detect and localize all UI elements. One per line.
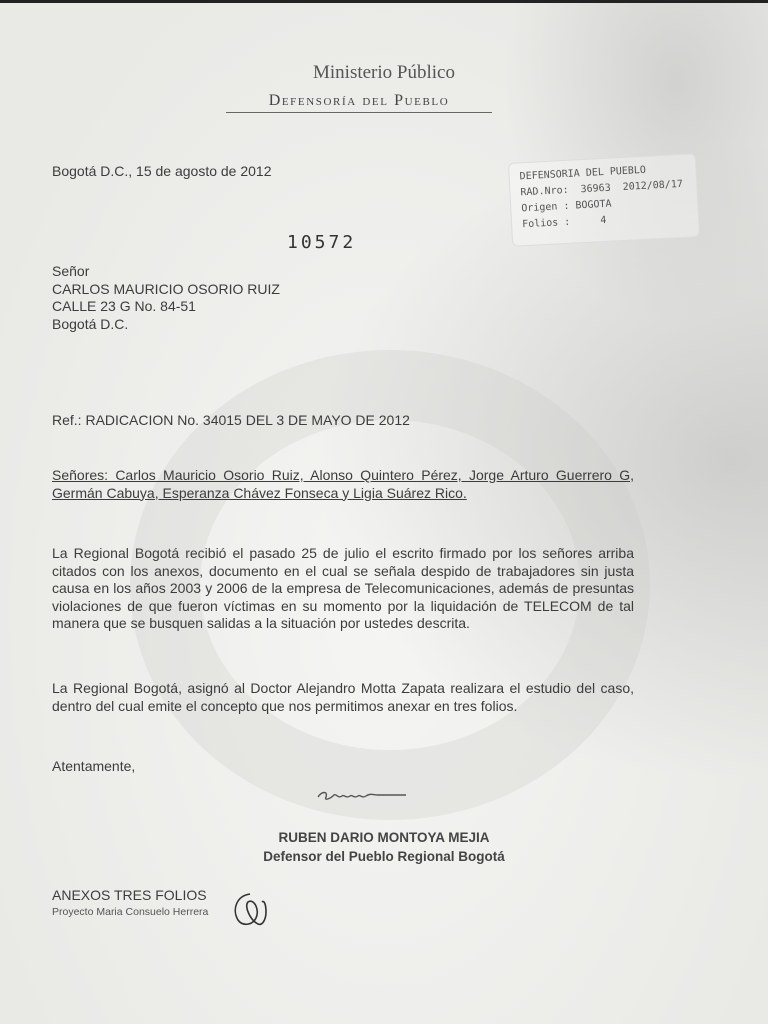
body-paragraph-1: La Regional Bogotá recibió el pasado 25 de julio el escrito firmado por los señores arriba citados con los anexos, documento en el cual se señala despido de trabajadores sin justa causa en los años 2003 y 2006 de la empresa de Telecomunicaciones, además de presuntas violaciones de que fueron víctimas en su momento por la liquidación de TELECOM de tal manera que se busquen salidas a la situación por ustedes descrita. [52,545,634,631]
recipient-name: CARLOS MAURICIO OSORIO RUIZ [52,280,280,297]
addressees-line: Señores: Carlos Mauricio Osorio Ruiz, Alonso Quintero Pérez, Jorge Arturo Guerrero G, Germán Cabuya, Esperanza Chávez Fonseca y Ligia Suárez Rico. [52,467,634,501]
reference-line: Ref.: RADICACION No. 34015 DEL 3 DE MAYO DE 2012 [52,412,410,428]
scan-top-edge [0,0,768,3]
reception-stamp [508,153,700,247]
recipient-address: CALLE 23 G No. 84-51 [52,298,196,314]
stamp-line-2: RAD.Nro: 36963 2012/08/17 [520,178,684,199]
ministry-heading: Ministerio Público [313,62,455,83]
office-heading: Defensoría del Pueblo [226,92,492,113]
body-paragraph-2: La Regional Bogotá, asignó al Doctor Alejandro Motta Zapata realizara el estudio del caso, dentro del cual emite el concepto que nos permitimos anexar en tres folios. [52,680,634,714]
attachments-line: ANEXOS TRES FOLIOS [52,887,207,903]
recipient-block [52,263,280,333]
signer-name: RUBEN DARIO MONTOYA MEJIA [278,830,490,845]
stamp-line-4: Folios : 4 [521,214,607,231]
closing-line: Atentamente, [52,758,136,774]
date-line: Bogotá D.C., 15 de agosto de 2012 [52,163,272,179]
recipient-city: Bogotá D.C. [52,315,129,332]
initials-signature [228,890,272,932]
outgoing-radicado-number: 10572 [287,232,357,253]
project-line: Proyecto Maria Consuelo Herrera [52,906,209,918]
signer-title: Defensor del Pueblo Regional Bogotá [263,849,505,864]
stamp-line-3: Origen : BOGOTA [521,198,612,215]
signature-image [314,783,410,807]
recipient-salutation: Señor [52,263,90,279]
stamp-line-1: DEFENSORIA DEL PUEBLO [519,164,647,183]
